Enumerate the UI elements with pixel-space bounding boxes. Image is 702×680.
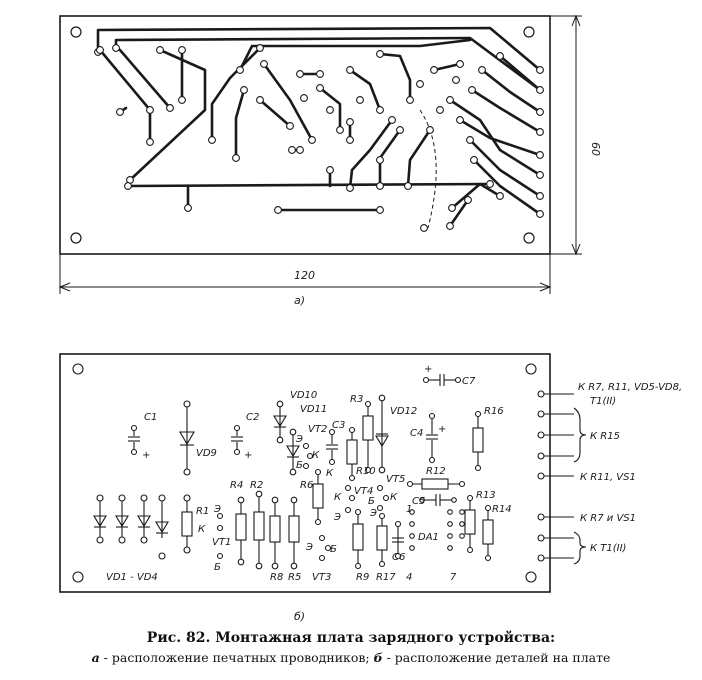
conductor-traces xyxy=(98,28,540,226)
capacitor-c4 xyxy=(426,414,438,463)
label-c3: C3 xyxy=(332,420,346,431)
conn-r15: К R15 xyxy=(590,431,620,442)
label-vt3: VT3 xyxy=(312,572,332,583)
label-vd11: VD11 xyxy=(300,404,328,415)
edge-connectors xyxy=(538,391,586,564)
label-c7: C7 xyxy=(462,376,476,387)
conn-t1-ii: К T1(II) xyxy=(590,543,627,554)
panel-a-height: 60 xyxy=(589,142,602,156)
label-c1: C1 xyxy=(144,412,158,423)
label-c4: C4 xyxy=(410,428,424,439)
panel-b-label: б) xyxy=(294,610,306,623)
label-r10: R10 xyxy=(356,466,376,477)
pin-e3: Э xyxy=(306,542,313,553)
pin-b4: Б xyxy=(368,496,375,507)
diode-bridge-vd1-vd4 xyxy=(94,495,168,559)
pin-7: 7 xyxy=(450,572,457,583)
pin-k3: К xyxy=(326,468,334,479)
label-vt5: VT5 xyxy=(386,474,406,485)
pin-e2: Э xyxy=(296,434,303,445)
resistors-r4-r2-r8-r5 xyxy=(236,491,299,569)
label-vd9: VD9 xyxy=(196,448,217,459)
label-da1: DA1 xyxy=(418,532,439,543)
label-r16: R16 xyxy=(484,406,504,417)
conn-r7-r11: К R7, R11, VD5-VD8, xyxy=(578,382,683,393)
pin-e1: Э xyxy=(214,504,221,515)
label-vt1: VT1 xyxy=(212,537,232,548)
label-vd10: VD10 xyxy=(290,390,318,401)
subtitle-key-b: б xyxy=(373,650,383,665)
conn-r11-vs1: К R11, VS1 xyxy=(580,472,636,483)
label-r3: R3 xyxy=(350,394,364,405)
conn-r7-vs1: К R7 и VS1 xyxy=(580,513,636,524)
label-r5: R5 xyxy=(288,572,302,583)
subtitle-text-b: - расположение деталей на плате xyxy=(382,650,611,665)
label-r13: R13 xyxy=(476,490,496,501)
resistor-r1 xyxy=(182,495,192,553)
pin-k1: К xyxy=(198,524,206,535)
conn-t1-line2: T1(II) xyxy=(590,396,617,407)
panel-a-board xyxy=(60,16,582,294)
capacitor-c7 xyxy=(424,374,461,386)
subtitle-text-a: - расположение печатных проводников; xyxy=(99,650,374,665)
figure-subtitle xyxy=(0,650,702,665)
label-r8: R8 xyxy=(270,572,284,583)
pin-plus-c2: + xyxy=(244,450,253,461)
pin-k2: К xyxy=(312,450,320,461)
pin-k5: К xyxy=(390,492,398,503)
resistor-r6 xyxy=(313,470,323,525)
label-r9: R9 xyxy=(356,572,370,583)
label-r1: R1 xyxy=(196,506,210,517)
pin-plus-c1: + xyxy=(142,450,151,461)
resistors-r13-r14 xyxy=(465,496,493,561)
diode-vd9 xyxy=(180,401,194,475)
figure-title: Рис. 82. Монтажная плата зарядного устройства: xyxy=(146,630,556,646)
pin-k4: К xyxy=(334,492,342,503)
label-r12: R12 xyxy=(426,466,446,477)
resistor-r12 xyxy=(408,479,465,489)
capacitor-c3 xyxy=(326,430,338,465)
panel-a-width: 120 xyxy=(294,269,315,282)
pin-b3: Б xyxy=(330,544,337,555)
label-c5: C5 xyxy=(412,496,426,507)
label-vt4: VT4 xyxy=(354,486,374,497)
label-vd1-vd4: VD1 - VD4 xyxy=(106,572,158,583)
pin-b2: Б xyxy=(296,460,303,471)
pin-b1: Б xyxy=(214,562,221,573)
label-r2: R2 xyxy=(250,480,264,491)
label-c6: C6 xyxy=(392,552,406,563)
panel-a-label: а) xyxy=(294,294,306,307)
pin-e4: Э xyxy=(334,512,341,523)
capacitor-c1 xyxy=(128,426,140,455)
label-c2: C2 xyxy=(246,412,260,423)
resistor-r16 xyxy=(473,412,483,471)
label-r17: R17 xyxy=(376,572,396,583)
pin-4: 4 xyxy=(406,572,413,583)
capacitor-c2 xyxy=(231,426,243,455)
solder-pads xyxy=(95,45,544,232)
label-vd12: VD12 xyxy=(390,406,418,417)
label-vt2: VT2 xyxy=(308,424,328,435)
pin-plus-c4: + xyxy=(438,424,447,435)
pin-e5: Э xyxy=(370,508,377,519)
panel-b-board xyxy=(60,354,586,592)
chip-da1-pads xyxy=(410,510,465,551)
subtitle-key-a: а xyxy=(91,650,100,665)
label-r6: R6 xyxy=(300,480,314,491)
label-r4: R4 xyxy=(230,480,244,491)
label-r14: R14 xyxy=(492,504,512,515)
pin-1: 1 xyxy=(406,504,413,515)
pin-plus-c7: + xyxy=(424,364,433,375)
